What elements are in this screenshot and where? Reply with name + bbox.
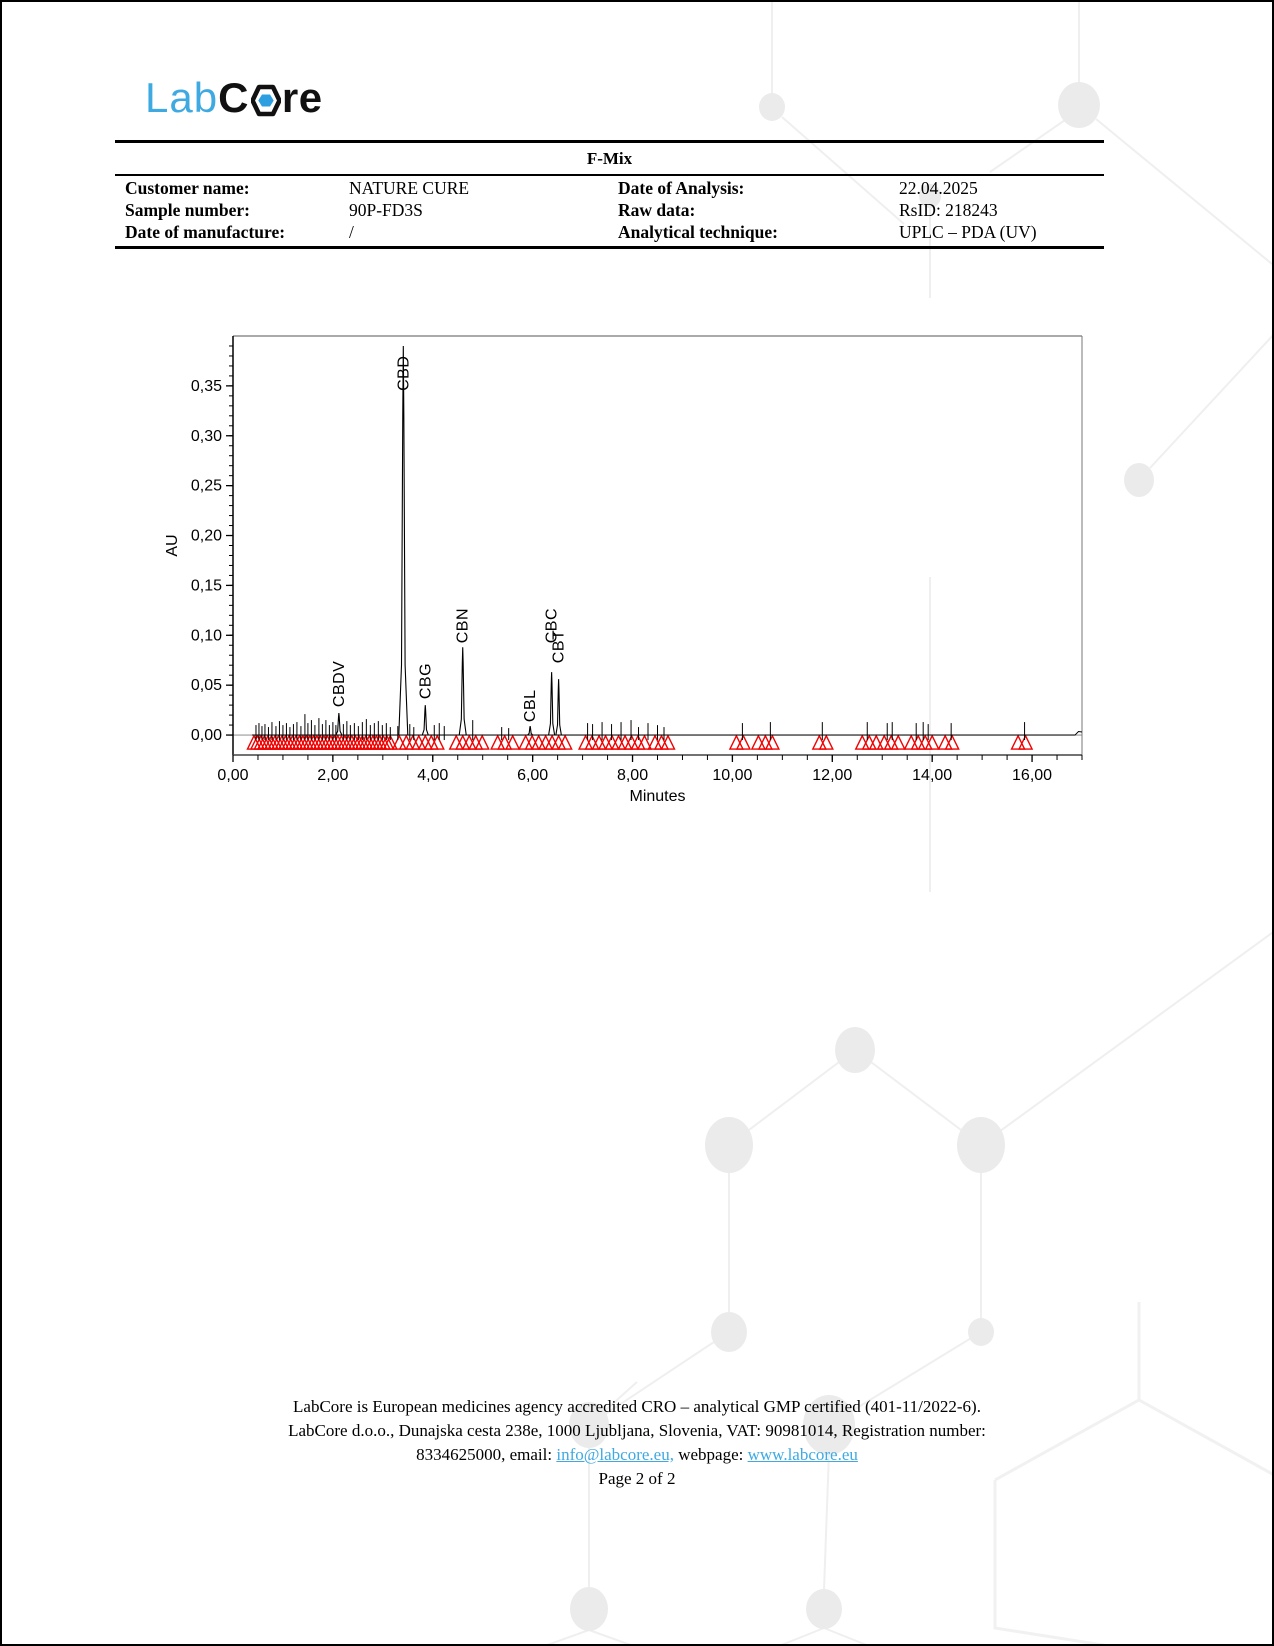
y-tick-label: 0,30 <box>190 427 222 445</box>
peak-marker-icon <box>813 736 826 749</box>
x-tick-label: 0,00 <box>217 767 249 784</box>
info-value2: UPLC – PDA (UV) <box>899 222 1037 242</box>
peak-marker-icon <box>752 736 765 749</box>
labcore-logo <box>145 72 323 124</box>
chromatogram-chart <box>152 302 1102 802</box>
info-row <box>115 222 1104 244</box>
peak-label: CBC <box>543 607 561 644</box>
peak-marker-icon <box>730 736 743 749</box>
peak-label: CBN <box>454 607 472 644</box>
peak-trace <box>556 679 561 735</box>
logo-core-re: re <box>281 74 323 121</box>
footer-line-2: LabCore d.o.o., Dunajska cesta 238e, 1000 Ljubljana, Slovenia, VAT: 90981014, Registration number: <box>288 1421 986 1440</box>
info-label2: Date of Analysis: <box>618 178 745 198</box>
peak-marker-icon <box>599 736 612 749</box>
x-tick-label: 16,00 <box>1012 767 1053 784</box>
peak-label: CBT <box>550 629 568 664</box>
info-label2: Raw data: <box>618 200 696 220</box>
y-tick-label: 0,25 <box>190 477 222 495</box>
info-value1: / <box>349 222 354 242</box>
peak-label: CBDV <box>330 660 348 708</box>
peak-trace <box>549 672 555 735</box>
x-tick-label: 6,00 <box>517 767 549 784</box>
y-tick-label: 0,05 <box>190 677 222 695</box>
info-value2: RsID: 218243 <box>899 200 998 220</box>
y-axis-title: AU <box>164 534 181 557</box>
peak-trace <box>528 726 533 735</box>
y-tick-label: 0,10 <box>190 627 222 645</box>
y-tick-label: 0,20 <box>190 527 222 545</box>
peak-marker-icon <box>539 736 552 749</box>
sample-info-table <box>115 176 1104 246</box>
peak-marker-icon <box>579 736 592 749</box>
peak-marker-icon <box>885 736 898 749</box>
x-tick-label: 8,00 <box>616 767 649 784</box>
x-tick-label: 14,00 <box>912 767 953 784</box>
peak-marker-icon <box>559 736 572 749</box>
info-value2: 22.04.2025 <box>899 178 978 198</box>
footer-line-3 <box>2 1443 1272 1467</box>
logo-lab-text: Lab <box>145 74 219 121</box>
info-label1: Sample number: <box>125 200 250 220</box>
peak-marker-icon <box>450 736 463 749</box>
peak-label: CBG <box>417 662 435 700</box>
x-axis-title: Minutes <box>629 788 686 802</box>
peak-trace <box>399 346 408 735</box>
peak-marker-icon <box>546 736 559 749</box>
peak-label: CBL <box>522 689 540 723</box>
report-title: F-Mix <box>586 149 633 168</box>
peak-marker-icon <box>552 736 565 749</box>
info-value1: 90P-FD3S <box>349 200 423 220</box>
peak-trace <box>422 705 428 735</box>
peak-marker-icon <box>820 736 833 749</box>
peak-marker-icon <box>532 736 545 749</box>
peak-marker-icon <box>863 736 876 749</box>
info-label1: Customer name: <box>125 178 250 198</box>
footer-line-1: LabCore is European medicines agency accredited CRO – analytical GMP certified (401-11/2022-6). <box>293 1397 981 1416</box>
x-tick-label: 2,00 <box>317 767 349 784</box>
peak-marker-icon <box>926 736 939 749</box>
peak-marker-icon <box>393 736 406 749</box>
info-row <box>115 200 1104 222</box>
info-row <box>115 178 1104 200</box>
peak-trace <box>459 647 466 735</box>
report-footer <box>2 1395 1272 1491</box>
header-rule-bottom <box>115 246 1104 249</box>
x-tick-label: 4,00 <box>417 767 449 784</box>
peak-marker-icon <box>655 736 668 749</box>
logo-core-c: C <box>218 74 249 121</box>
x-tick-label: 10,00 <box>712 767 753 784</box>
peak-marker-icon <box>491 736 504 749</box>
peak-marker-icon <box>526 736 539 749</box>
peak-marker-icon <box>463 736 476 749</box>
footer-line-3-mid: webpage: <box>673 1445 748 1464</box>
peak-marker-icon <box>661 736 674 749</box>
webpage-link[interactable]: www.labcore.eu <box>747 1445 858 1464</box>
report-header <box>115 140 1104 249</box>
y-tick-label: 0,15 <box>190 577 222 595</box>
peak-marker-icon <box>919 736 932 749</box>
peak-marker-icon <box>766 736 779 749</box>
peak-label: CBD <box>395 355 413 391</box>
page-number: Page 2 of 2 <box>598 1469 676 1488</box>
y-tick-label: 0,35 <box>190 377 222 395</box>
info-label2: Analytical technique: <box>618 222 778 242</box>
peak-marker-icon <box>612 736 625 749</box>
info-label1: Date of manufacture: <box>125 222 286 242</box>
peak-marker-icon <box>593 736 606 749</box>
peak-marker-icon <box>476 736 489 749</box>
peak-marker-icon <box>519 736 532 749</box>
peak-marker-icon <box>400 736 413 749</box>
footer-line-3-prefix: 8334625000, email: <box>416 1445 557 1464</box>
peak-marker-icon <box>619 736 632 749</box>
peak-marker-icon <box>946 736 959 749</box>
x-tick-label: 12,00 <box>812 767 853 784</box>
peak-marker-icon <box>892 736 905 749</box>
peak-marker-icon <box>469 736 482 749</box>
peak-marker-icon <box>456 736 469 749</box>
info-value1: NATURE CURE <box>349 178 470 198</box>
email-link[interactable]: info@labcore.eu, <box>556 1445 674 1464</box>
peak-trace <box>336 713 342 735</box>
peak-marker-icon <box>939 736 952 749</box>
hexagon-logo-icon <box>251 84 281 117</box>
peak-marker-icon <box>737 736 750 749</box>
y-tick-label: 0,00 <box>190 727 222 745</box>
